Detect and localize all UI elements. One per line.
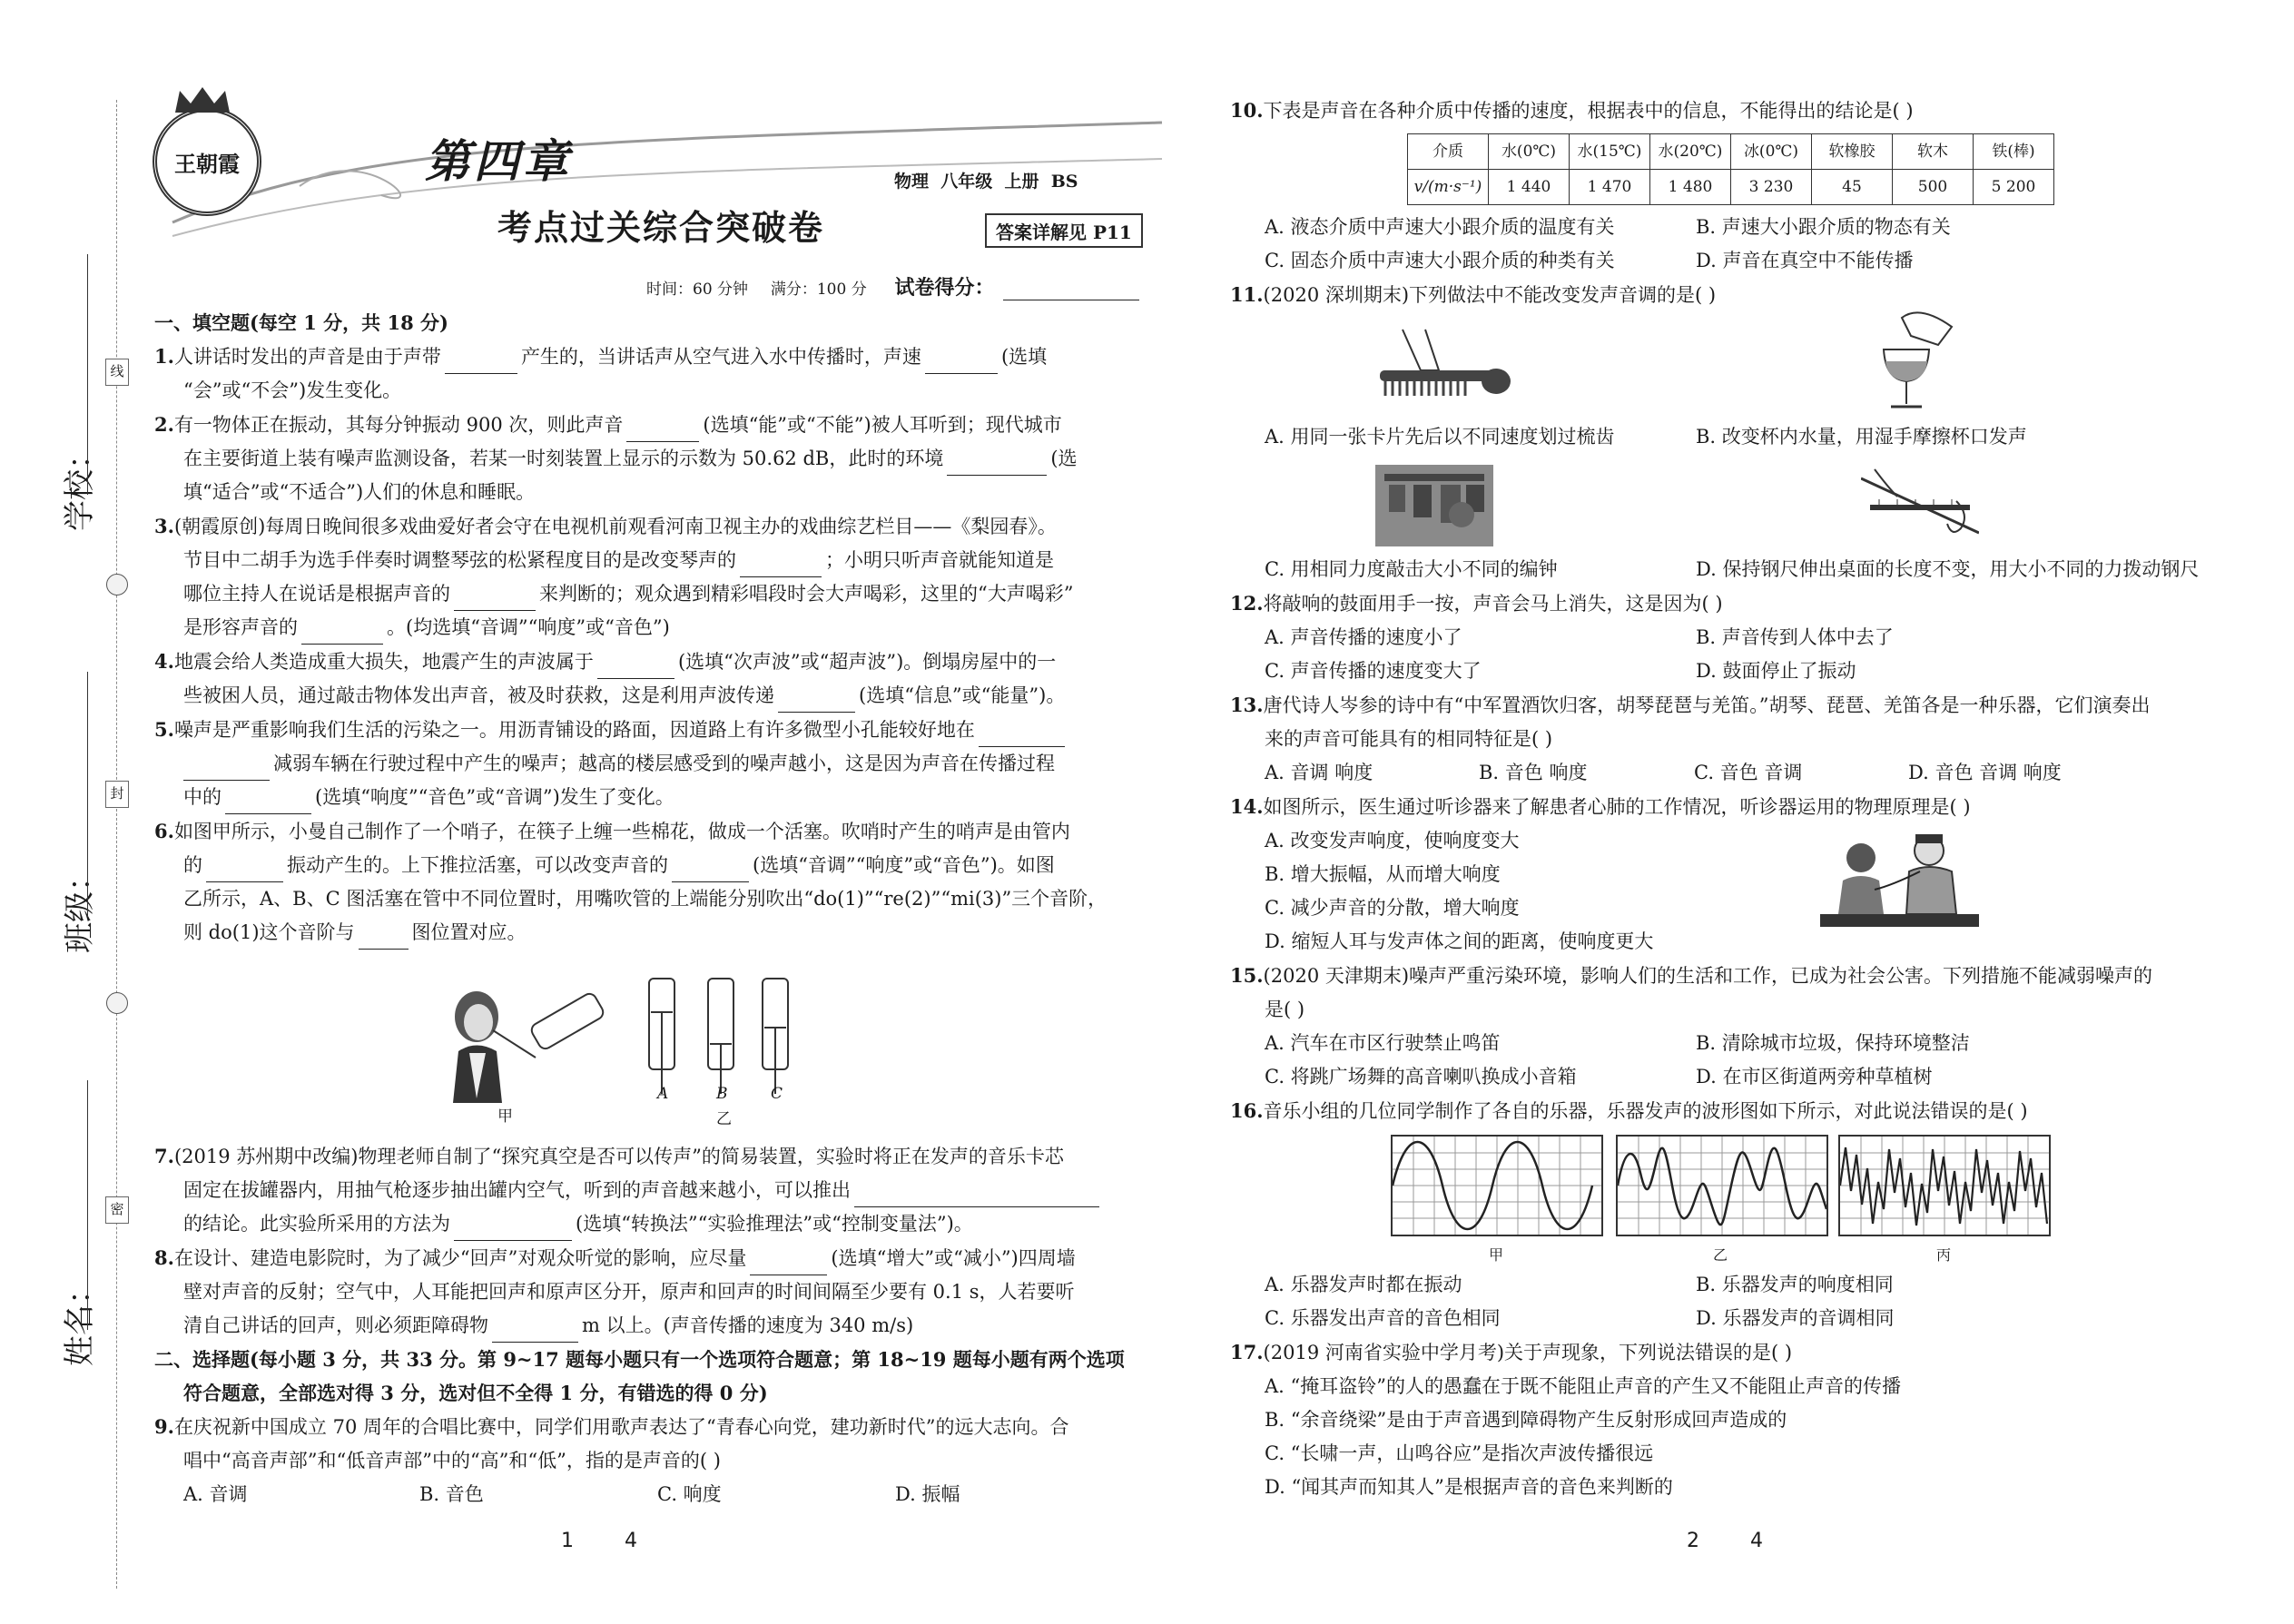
q12-option-c[interactable]: C. 声音传播的速度变大了 (1265, 660, 1482, 682)
logo-text: 王朝霞 (174, 150, 240, 177)
q12-option-b[interactable]: B. 声音传到人体中去了 (1696, 626, 1894, 648)
q9-option-b[interactable]: B. 音色 (419, 1483, 484, 1505)
q5-blank-2[interactable] (225, 793, 311, 814)
q13-option-d[interactable]: D. 音色 音调 响度 (1908, 762, 2062, 783)
score-field[interactable] (1003, 280, 1139, 300)
q16-option-d[interactable]: D. 乐器发声的音调相同 (1696, 1307, 1895, 1329)
q16-option-c[interactable]: C. 乐器发出声音的音色相同 (1265, 1307, 1501, 1329)
wave-label-yi: 乙 (1713, 1246, 1728, 1264)
right-page-lower (1230, 1268, 2247, 1504)
page-number-right: 2 4 (1687, 1530, 1763, 1552)
question-13: 13.唐代诗人岑参的诗中有“中军置酒饮归客，胡琴琵琶与羌笛。”胡琴、琵琶、羌笛各是一种乐器，它们演奏出 (1230, 694, 2151, 716)
q6-blank-3[interactable] (359, 929, 409, 950)
seal-mark-line: 线 (105, 359, 129, 386)
wine-glass-image (1866, 309, 1965, 418)
q1-blank-1[interactable] (445, 353, 517, 374)
q1-blank-2[interactable] (925, 353, 998, 374)
question-12: 12.将敲响的鼓面用手一按，声音会马上消失，这是因为( ) (1230, 592, 1723, 615)
question-5: 5.噪声是严重影响我们生活的污染之一。用沥青铺设的路面，因道路上有许多微型小孔能较好地在 (154, 713, 1162, 747)
q15-option-a[interactable]: A. 汽车在市区行驶禁止鸣笛 (1265, 1032, 1501, 1054)
question-10: 10.下表是声音在各种介质中传播的速度，根据表中的信息，不能得出的结论是( ) (1230, 99, 1914, 122)
q3-blank-2[interactable] (454, 590, 536, 611)
waveform-yi-plot (1618, 1137, 1826, 1235)
waveform-yi (1616, 1135, 1828, 1236)
q6-blank-2[interactable] (672, 861, 749, 882)
right-page-mid: C. 用相同力度敲击大小不同的编钟 D. 保持钢尺伸出桌面的长度不变，用大小不同的力拨动钢尺 12.将敲响的鼓面用手一按，声音会马上消失，这是因为( ) A. 声音传播的速度小了 B. 声音传到人体中去了 C. 声音传播的速度变大了 D. 鼓面停止了振动 13.唐代诗人岑参的诗中有“中军置酒饮归客，胡琴琵琶与羌笛。”胡琴、琵琶、羌笛各是一种乐器，它们演奏出 来的声音可能具有的相同特征是( ) A. 音调 响度 B. 音色 响度 C. 音色 音调 D. 音色 音调 响度 14.如图所示，医生通过听诊器来了解患者心肺的工作情况，听诊器运用的物理原理是( ) A. 改变发声响度，使响度变大 B. 增大振幅，从而增大响度 C. 减少声音的分散，增大响度 D. 缩短人耳与发声体之间的距离，使响度更大 15.(2020 天津期末)噪声严重污染环境，影响人们的生活和工作，已成为社会公害。下列措施不能减弱噪声的 是( ) A. 汽车在市区行驶禁止鸣笛 B. 清除城市垃圾，保持环境整洁 C. 将跳广场舞的高音喇叭换成小音箱 D. 在市区街道两旁种草植树 16.音乐小组的几位同学制作了各自的乐器，乐器发声的波形图如下所示，对此说法错误的是( ) (1230, 553, 2247, 1128)
logo-seal (153, 107, 261, 216)
q4-blank-2[interactable] (778, 692, 855, 713)
tube-label-a: A (657, 1085, 669, 1103)
q3-blank-1[interactable] (740, 556, 822, 577)
girl-blowing-whistle-image (440, 980, 613, 1103)
answer-ref-box (985, 213, 1143, 248)
q7-blank-2[interactable] (454, 1220, 572, 1241)
waveform-jia-plot (1393, 1137, 1601, 1235)
q4-blank-1[interactable] (597, 658, 674, 679)
q10-option-d[interactable]: D. 声音在真空中不能传播 (1696, 250, 1914, 271)
q2-blank-2[interactable] (947, 455, 1047, 476)
q3-blank-3[interactable] (301, 624, 383, 645)
question-15: 15.(2020 天津期末)噪声严重污染环境，影响人们的生活和工作，已成为社会公害。下列措施不能减弱噪声的 (1230, 964, 2153, 987)
ruler-table-image (1861, 465, 1979, 542)
q14-option-d[interactable]: D. 缩短人耳与发声体之间的距离，使响度更大 (1265, 930, 1654, 952)
q13-option-c[interactable]: C. 音色 音调 (1694, 762, 1803, 783)
wave-label-bing: 丙 (1936, 1246, 1952, 1264)
wave-label-jia: 甲 (1489, 1246, 1504, 1264)
question-2: 2.有一物体正在振动，其每分钟振动 900 次，则此声音 (选填“能”或“不能”)被人耳听到；现代城市 (154, 408, 1162, 442)
tube-label-b: B (716, 1085, 728, 1103)
question-3: 3.(朝霞原创)每周日晚间很多戏曲爱好者会守在电视机前观看河南卫视主办的戏曲综艺栏目——《梨园春》。 (154, 515, 1057, 537)
binding-line (116, 100, 117, 1589)
q8-blank-2[interactable] (492, 1322, 578, 1343)
q16-option-b[interactable]: B. 乐器发声的响度相同 (1696, 1274, 1894, 1295)
tubes-abc-image (635, 971, 817, 1098)
q15-option-b[interactable]: B. 清除城市垃圾，保持环境整洁 (1696, 1032, 1970, 1054)
q5-blank-1b[interactable] (183, 760, 270, 781)
class-label: 班级： (62, 861, 98, 953)
question-6: 6.如图甲所示，小曼自己制作了一个哨子，在筷子上缠一些棉花，做成一个活塞。吹哨时产生的哨声是由管内 (154, 820, 1070, 842)
page-number-left: 1 4 (561, 1530, 637, 1552)
comb-card-image (1371, 325, 1516, 402)
punch-hole-icon (106, 992, 128, 1014)
q12-option-a[interactable]: A. 声音传播的速度小了 (1265, 626, 1462, 648)
q7-blank-1[interactable] (854, 1186, 1099, 1207)
q11-row-1 (1265, 420, 2245, 454)
q11-option-a[interactable]: A. 用同一张卡片先后以不同速度划过梳齿 (1265, 426, 1615, 448)
q11-option-d[interactable]: D. 保持钢尺伸出桌面的长度不变，用大小不同的力拨动钢尺 (1696, 558, 2200, 580)
section2-title: 二、选择题(每小题 3 分，共 33 分。第 9~17 题每小题只有一个选项符合题意；第 18~19 题每小题有两个选项 (154, 1348, 1125, 1371)
q14-option-a[interactable]: A. 改变发声响度，使响度变大 (1265, 830, 1520, 851)
right-page (1230, 94, 2247, 312)
q15-option-c[interactable]: C. 将跳广场舞的高音喇叭换成小音箱 (1265, 1066, 1577, 1088)
waveform-bing (1838, 1135, 2051, 1236)
question-9: 9.在庆祝新中国成立 70 周年的合唱比赛中，同学们用歌声表达了“青春心向党，建功新时代”的远大志向。合 (154, 1415, 1069, 1438)
fig-yi-label: 乙 (716, 1110, 732, 1128)
q10-option-a[interactable]: A. 液态介质中声速大小跟介质的温度有关 (1265, 216, 1615, 238)
speed-table: 介质 水(0℃) 水(15℃) 水(20℃) 冰(0℃) 软橡胶 软木 铁(棒) v/(m·s⁻¹) 1 440 1 470 1 480 3 230 45 500 5 200 (1407, 133, 2054, 205)
crown-icon (171, 84, 234, 116)
q15-option-d[interactable]: D. 在市区街道两旁种草植树 (1696, 1066, 1933, 1088)
exam-info (646, 272, 1143, 300)
q13-option-a[interactable]: A. 音调 响度 (1265, 762, 1373, 783)
school-field[interactable] (87, 254, 88, 495)
q12-option-d[interactable]: D. 鼓面停止了振动 (1696, 660, 1856, 682)
seal-mark-seal: 封 (105, 781, 129, 808)
punch-hole-icon (106, 574, 128, 595)
q10-option-c[interactable]: C. 固态介质中声速大小跟介质的种类有关 (1265, 250, 1615, 271)
question-14: 14.如图所示，医生通过听诊器来了解患者心肺的工作情况，听诊器运用的物理原理是( ) (1230, 795, 1971, 818)
paper-title: 考点过关综合突破卷 (497, 207, 825, 248)
score-label: 试卷得分： (894, 276, 995, 300)
question-16: 16.音乐小组的几位同学制作了各自的乐器，乐器发声的波形图如下所示，对此说法错误的是( ) (1230, 1099, 2028, 1122)
q10-option-b[interactable]: B. 声速大小跟介质的物态有关 (1696, 216, 1951, 238)
q9-option-a[interactable]: A. 音调 (183, 1483, 248, 1505)
question-11: 11.(2020 深圳期末)下列做法中不能改变发声音调的是( ) (1230, 283, 1717, 306)
q13-option-b[interactable]: B. 音色 响度 (1479, 762, 1588, 783)
q17-option-d[interactable]: D. “闻其声而知其人”是根据声音的音色来判断的 (1265, 1476, 1673, 1498)
left-page-lower: 7.(2019 苏州期中改编)物理老师自制了“探究真空是否可以传声”的简易装置，实验时将正在发声的音乐卡芯 固定在拔罐器内，用抽气枪逐步抽出罐内空气，听到的声音越来越小，可以推出 的结论。此实验所采用的方法为 (选填“转换法”“实验推理法”或“控制变量法”)。 8.在设计、建造电影院时，为了减少“回声”对观众听觉的影响，应尽量 (选填“增大”或“减小”)四周墙 壁对声音的反射；空气中，人耳能把回声和原声区分开，原声和回声的时间间隔至少要有 0.1 s，人若要听 清自己讲话的回声，则必须距障碍物 m 以上。(声音传播的速度为 340 m/s) 二、选择题(每小题 3 分，共 33 分。第 9~17 题每小题只有一个选项符合题意；第 18~19 题每小题有两个选项 符合题意，全部选对得 3 分，选对但不全得 1 分，有错选的得 0 分) 9.在庆祝新中国成立 70 周年的合唱比赛中，同学们用歌声表达了“青春心向党，建功新时代”的远大志向。合 唱中“高音声部”和“低音声部”中的“高”和“低”，指的是声音的( ) A. 音调 B. 音色 C. 响度 D. 振幅 (154, 1139, 1162, 1511)
question-8: 8.在设计、建造电影院时，为了减少“回声”对观众听觉的影响，应尽量 (选填“增大”或“减小”)四周墙 (154, 1241, 1162, 1275)
q17-option-c[interactable]: C. “长啸一声，山鸣谷应”是指次声波传播很远 (1265, 1442, 1654, 1464)
q16-option-a[interactable]: A. 乐器发声时都在振动 (1265, 1274, 1462, 1295)
fig-jia-label: 甲 (497, 1107, 513, 1126)
answer-ref: 答案详解见 P11 (996, 221, 1132, 243)
q8-blank-1[interactable] (750, 1255, 827, 1275)
subject-line: 物理 八年级 上册 BS (894, 172, 1078, 192)
q14-option-b[interactable]: B. 增大振幅，从而增大响度 (1265, 863, 1501, 885)
question-1: 1.人讲话时发出的声音是由于声带 产生的，当讲话声从空气进入水中传播时，声速 (选填 (154, 340, 1162, 374)
time-limit: 时间：60 分钟 (646, 281, 749, 299)
q14-option-c[interactable]: C. 减少声音的分散，增大响度 (1265, 897, 1520, 919)
name-field[interactable] (87, 1080, 88, 1330)
question-4: 4.地震会给人类造成重大损失，地震产生的声波属于 (选填“次声波”或“超声波”)。倒塌房屋中的一 (154, 645, 1162, 679)
waveform-jia (1391, 1135, 1603, 1236)
q6-blank-1[interactable] (206, 861, 283, 882)
class-field[interactable] (87, 672, 88, 917)
seal-mark-secret: 密 (105, 1196, 129, 1224)
school-label: 学校： (62, 438, 98, 531)
q2-blank-1[interactable] (626, 421, 699, 442)
chapter-title: 第四章 (425, 134, 572, 188)
waveform-bing-plot (1840, 1137, 2049, 1235)
q5-blank-1a[interactable] (979, 726, 1065, 747)
q9-option-d[interactable]: D. 振幅 (895, 1483, 960, 1505)
doctor-stethoscope-image (1820, 831, 1979, 930)
chime-bells-image (1375, 465, 1493, 546)
q17-option-b[interactable]: B. “余音绕梁”是由于声音遇到障碍物产生反射形成回声造成的 (1265, 1409, 1787, 1431)
section1-title: 一、填空题(每空 1 分，共 18 分) (154, 311, 448, 334)
full-score: 满分：100 分 (770, 281, 867, 299)
question-7: 7.(2019 苏州期中改编)物理老师自制了“探究真空是否可以传声”的简易装置，实验时将正在发声的音乐卡芯 (154, 1145, 1064, 1167)
q11-option-b[interactable]: B. 改变杯内水量，用湿手摩擦杯口发声 (1696, 426, 2027, 448)
name-label: 姓名： (62, 1274, 98, 1366)
question-17: 17.(2019 河南省实验中学月考)关于声现象，下列说法错误的是( ) (1230, 1341, 1793, 1363)
tube-label-c: C (771, 1085, 783, 1103)
q9-option-c[interactable]: C. 响度 (657, 1483, 722, 1505)
q11-option-c[interactable]: C. 用相同力度敲击大小不同的编钟 (1265, 558, 1558, 580)
q17-option-a[interactable]: A. “掩耳盗铃”的人的愚蠢在于既不能阻止声音的产生又不能阻止声音的传播 (1265, 1375, 1901, 1397)
left-page: 一、填空题(每空 1 分，共 18 分) 1.人讲话时发出的声音是由于声带 产生的，当讲话声从空气进入水中传播时，声速 (选填 “会”或“不会”)发生变化。 2.有一物体正在振动，其每分钟振动 900 次，则此声音 (选填“能”或“不能”)被人耳听到；现代城市 在主要街道上装有噪声监测设备，若某一时刻装置上显示的示数为 50.62 dB，此时的环境 (选 填“适合”或“不适合”)人们的休息和睡眠。 3.(朝霞原创)每周日晚间很多戏曲爱好者会守在电视机前观看河南卫视主办的戏曲综艺栏目——《梨园春》。 节目中二胡手为选手伴奏时调整琴弦的松紧程度目的是改变琴声的 ；小明只听声音就能知道是 哪位主持人在说话是根据声音的 来判断的；观众遇到精彩唱段时会大声喝彩，这里的“大声喝彩” 是形容声音的 。(均选填“音调”“响度”或“音色”) 4.地震会给人类造成重大损失，地震产生的声波属于 (选填“次声波”或“超声波”)。倒塌房屋中的一 些被困人员，通过敲击物体发出声音，被及时获救，这是利用声波传递 (选填“信息”或“能量”)。 5.噪声是严重影响我们生活的污染之一。用沥青铺设的路面，因道路上有许多微型小孔能较好地在 减弱车辆在行驶过程中产生的噪声；越高的楼层感受到的噪声越小，这是因为声音在传播过程 中的 (选填“响度”“音色”或“音调”)发生了变化。 6.如图甲所示，小曼自己制作了一个哨子，在筷子上缠一些棉花，做成一个活塞。吹哨时产生的哨声是由管内 的 振动产生的。上下推拉活塞，可以改变声音的 (选填“音调”“响度”或“音色”)。如图 乙所示，A、B、C 图活塞在管中不同位置时，用嘴吹管的上端能分别吹出“do(1)”“re(2)”“mi(3)”三个音阶， 则 do(1)这个音阶与 图位置对应。 (154, 306, 1162, 950)
